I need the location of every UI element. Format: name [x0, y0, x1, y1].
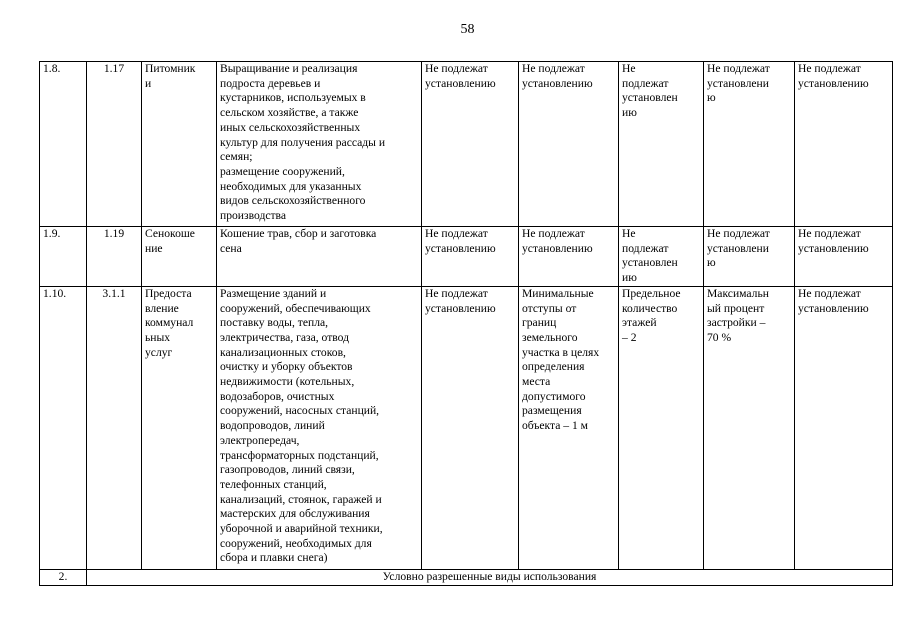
land-use-table: [39, 61, 893, 586]
parameter-cell: Не подлежат установлению: [422, 286, 519, 569]
parameter-cell: Не подлежат установлен ию: [619, 227, 704, 287]
table-row: [40, 227, 893, 287]
use-type-name: Сенокоше ние: [142, 227, 217, 287]
parameter-cell: Не подлежат установлению: [422, 227, 519, 287]
row-number: 1.10.: [40, 286, 87, 569]
table-row: [40, 62, 893, 227]
parameter-cell: Не подлежат установлению: [795, 62, 893, 227]
parameter-cell: Минимальные отступы от границ земельного участка в целях определения места допустимого размещения объекта – 1 м: [519, 286, 619, 569]
classifier-code: 1.17: [87, 62, 142, 227]
parameter-cell: Не подлежат установлени ю: [704, 62, 795, 227]
use-type-name: Предоста вление коммунал ьных услуг: [142, 286, 217, 569]
table-row: [40, 286, 893, 569]
section-row: [40, 569, 893, 585]
parameter-cell: Максимальн ый процент застройки – 70 %: [704, 286, 795, 569]
parameter-cell: Не подлежат установлен ию: [619, 62, 704, 227]
parameter-cell: Не подлежат установлению: [795, 286, 893, 569]
classifier-code: 1.19: [87, 227, 142, 287]
parameter-cell: Не подлежат установлени ю: [704, 227, 795, 287]
parameter-cell: Предельное количество этажей – 2: [619, 286, 704, 569]
parameter-cell: Не подлежат установлению: [519, 227, 619, 287]
use-type-description: Выращивание и реализация подроста деревьев и кустарников, используемых в сельском хозяйстве, а также иных сельскохозяйственных культур для получения рассады и семян; размещение сооружений, необходимых для указанных видов сельскохозяйственного производства: [217, 62, 422, 227]
parameter-cell: Не подлежат установлению: [422, 62, 519, 227]
section-number: 2.: [40, 569, 87, 585]
classifier-code: 3.1.1: [87, 286, 142, 569]
section-title: Условно разрешенные виды использования: [87, 569, 893, 585]
use-type-description: Кошение трав, сбор и заготовка сена: [217, 227, 422, 287]
page-number: 58: [460, 22, 475, 37]
row-number: 1.9.: [40, 227, 87, 287]
parameter-cell: Не подлежат установлению: [519, 62, 619, 227]
use-type-name: Питомник и: [142, 62, 217, 227]
use-type-description: Размещение зданий и сооружений, обеспечивающих поставку воды, тепла, электричества, газа, отвод канализационных стоков, очистку и уборку объектов недвижимости (котельных, водозаборов, очистных сооружений, насосных станций, водопроводов, линий электропередач, трансформаторных подстанций, газопроводов, линий связи, телефонных станций, канализаций, стоянок, гаражей и мастерских для обслуживания уборочной и аварийной техники, сооружений, необходимых для сбора и плавки снега): [217, 286, 422, 569]
parameter-cell: Не подлежат установлению: [795, 227, 893, 287]
row-number: 1.8.: [40, 62, 87, 227]
